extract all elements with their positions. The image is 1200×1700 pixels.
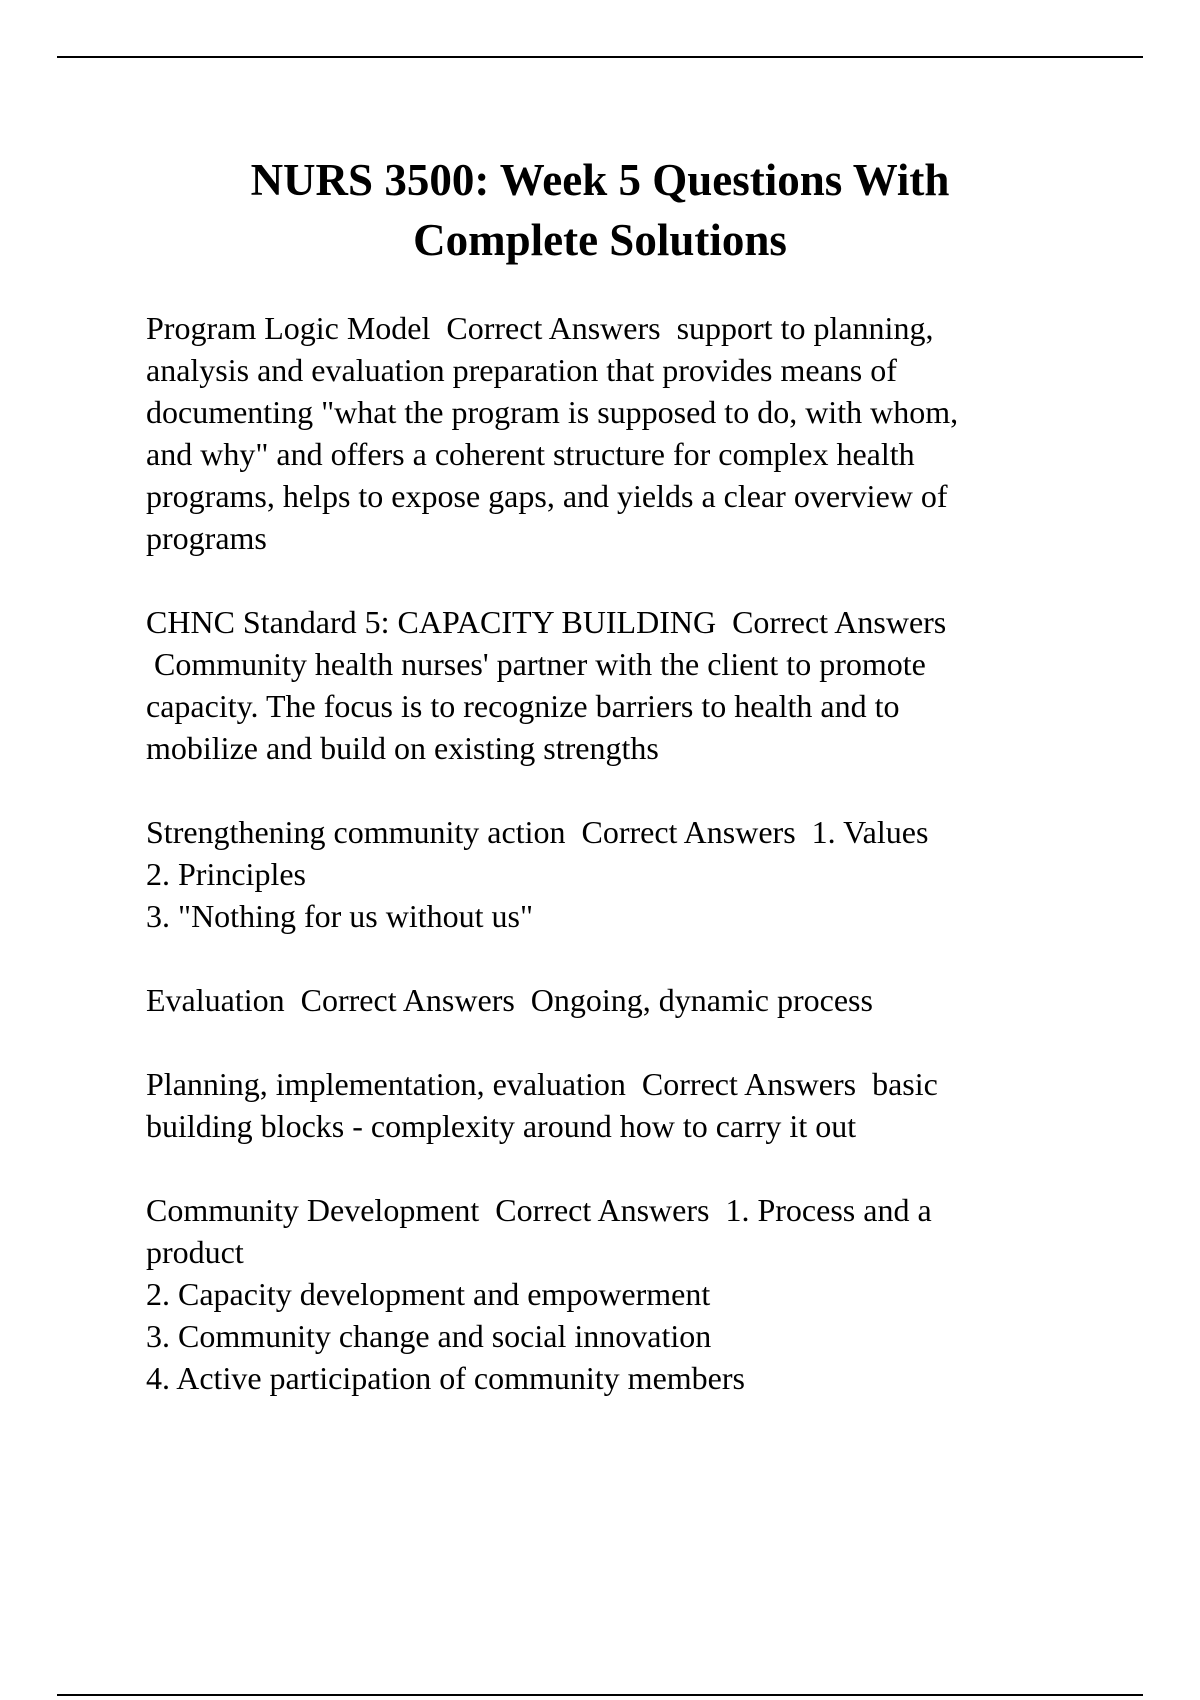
qa-answer-line: product: [146, 1234, 244, 1270]
qa-answer-line: programs: [146, 520, 267, 556]
title-line-2: Complete Solutions: [413, 215, 787, 265]
qa-term: Planning, implementation, evaluation: [146, 1066, 626, 1102]
qa-answer-line: documenting "what the program is supposed to do, with whom,: [146, 394, 959, 430]
qa-answer-line: 2. Principles: [146, 856, 306, 892]
qa-item: [146, 1189, 1106, 1399]
qa-separator: Correct Answers: [732, 604, 947, 640]
qa-answer-line: 1. Values: [811, 814, 929, 850]
qa-separator: Correct Answers: [495, 1192, 710, 1228]
qa-item: [146, 979, 1106, 1021]
qa-answer-line: analysis and evaluation preparation that provides means of: [146, 352, 897, 388]
qa-term: CHNC Standard 5: CAPACITY BUILDING: [146, 604, 717, 640]
qa-answer-line: support to planning,: [676, 310, 934, 346]
title-line-1: NURS 3500: Week 5 Questions With: [250, 155, 950, 205]
qa-answer-line: mobilize and build on existing strengths: [146, 730, 659, 766]
qa-first-line: [146, 811, 1106, 853]
qa-first-line: [146, 979, 1106, 1021]
qa-first-line: [146, 1189, 1106, 1231]
qa-answer-line: Community health nurses' partner with the client to promote: [146, 646, 926, 682]
qa-term: Strengthening community action: [146, 814, 566, 850]
qa-answer-line: 3. "Nothing for us without us": [146, 898, 534, 934]
qa-separator: Correct Answers: [446, 310, 661, 346]
qa-first-line: [146, 601, 1106, 643]
qa-separator: Correct Answers: [581, 814, 796, 850]
qa-answer-line: 2. Capacity development and empowerment: [146, 1276, 711, 1312]
qa-answer-line: building blocks - complexity around how to carry it out: [146, 1108, 857, 1144]
top-rule: [57, 56, 1143, 58]
qa-first-line: [146, 307, 1106, 349]
qa-answer-line: 1. Process and a: [725, 1192, 932, 1228]
qa-answer-line: 3. Community change and social innovation: [146, 1318, 712, 1354]
bottom-rule: [57, 1694, 1143, 1696]
qa-answer-line: programs, helps to expose gaps, and yields a clear overview of: [146, 478, 948, 514]
qa-item: [146, 811, 1106, 937]
qa-first-line: [146, 1063, 1106, 1105]
page-title: [0, 150, 1200, 270]
qa-answer-line: Ongoing, dynamic process: [530, 982, 873, 1018]
qa-term: Evaluation: [146, 982, 285, 1018]
qa-list: [146, 307, 1106, 1441]
qa-item: [146, 601, 1106, 769]
qa-item: [146, 307, 1106, 559]
qa-answer-line: basic: [872, 1066, 938, 1102]
qa-answer-line: capacity. The focus is to recognize barriers to health and to: [146, 688, 900, 724]
qa-item: [146, 1063, 1106, 1147]
qa-term: Community Development: [146, 1192, 480, 1228]
qa-answer-line: and why" and offers a coherent structure for complex health: [146, 436, 915, 472]
qa-answer-line: 4. Active participation of community members: [146, 1360, 745, 1396]
qa-separator: Correct Answers: [641, 1066, 857, 1102]
qa-term: Program Logic Model: [146, 310, 431, 346]
qa-separator: Correct Answers: [300, 982, 515, 1018]
